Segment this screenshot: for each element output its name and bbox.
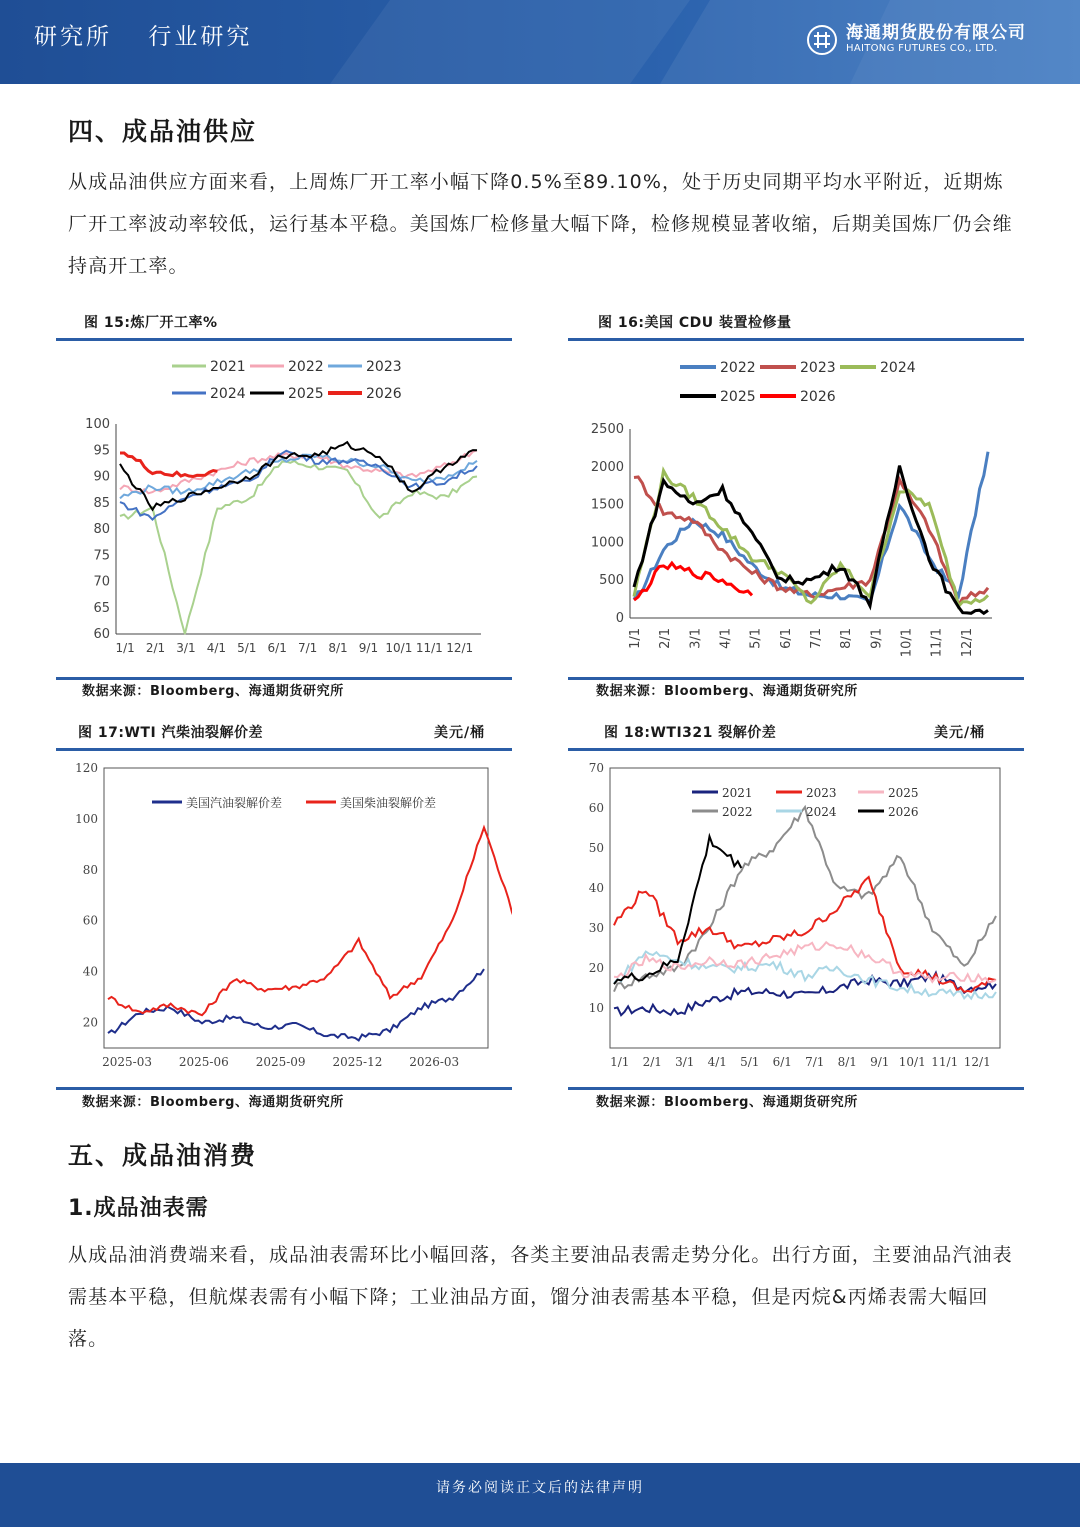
fig16-top-rule (568, 338, 1024, 341)
fig18-x-tick-8: 9/1 (870, 1055, 890, 1069)
fig16-x-tick-10: 11/1 (929, 628, 945, 658)
fig16-y-tick-500: 500 (599, 573, 624, 589)
fig15-y-tick-90: 90 (93, 469, 110, 485)
fig17-x-tick-3: 2025-12 (332, 1055, 383, 1069)
fig16-chart (568, 344, 1024, 676)
paragraph-consumption: 从成品油消费端来看，成品油表需环比小幅回落，各类主要油品表需走势分化。出行方面，主要油品汽油表需基本平稳，但航煤表需有小幅下降；工业油品方面，馏分油表需基本平稳，但是丙烷&丙烯表需大幅回落。 (68, 1244, 1013, 1350)
fig15-legend-label-2026: 2026 (366, 386, 402, 402)
company-logo (806, 24, 1026, 56)
fig18-y-tick-30: 30 (588, 921, 604, 935)
fig18-legend-label-2026: 2026 (888, 805, 919, 819)
fig17-y-tick-20: 20 (82, 1015, 98, 1030)
fig17-x-tick-2: 2025-09 (255, 1055, 306, 1069)
fig17-top-rule (56, 748, 512, 751)
logo-icon (806, 24, 838, 56)
fig17-y-tick-80: 80 (82, 862, 98, 877)
fig16-x-tick-0: 1/1 (628, 628, 644, 649)
fig15-y-tick-85: 85 (93, 495, 110, 511)
fig16-legend-label-2026: 2026 (800, 389, 836, 405)
fig18-x-tick-0: 1/1 (610, 1055, 630, 1069)
fig16-x-tick-3: 4/1 (718, 628, 734, 649)
fig16-x-tick-11: 12/1 (959, 628, 975, 658)
fig18-legend-label-2023: 2023 (806, 786, 837, 800)
fig15-y-tick-65: 65 (93, 600, 110, 616)
fig18-x-tick-6: 7/1 (805, 1055, 825, 1069)
page-footer (0, 1463, 1080, 1527)
subsection-title-demand: 1.成品油表需 (68, 1196, 209, 1221)
fig15-title: 图 15:炼厂开工率% (84, 315, 218, 331)
fig15-y-tick-100: 100 (85, 417, 110, 432)
fig18-legend-label-2022: 2022 (722, 805, 753, 819)
fig15-y-tick-95: 95 (93, 443, 110, 459)
fig16-legend-label-2024: 2024 (880, 360, 916, 376)
fig17-y-tick-40: 40 (82, 964, 98, 979)
fig17-legend-label-美国柴油裂解价差: 美国柴油裂解价差 (340, 796, 437, 810)
fig15-x-tick-1: 2/1 (145, 641, 166, 655)
fig18-x-tick-4: 5/1 (740, 1055, 760, 1069)
fig18-source: 数据来源：Bloomberg、海通期货研究所 (596, 1095, 858, 1110)
fig18-top-rule (568, 748, 1024, 751)
fig17-chart (56, 754, 512, 1086)
fig18-x-tick-11: 12/1 (963, 1055, 991, 1069)
fig18-y-tick-50: 50 (588, 841, 604, 855)
fig18-unit: 美元/桶 (934, 725, 986, 741)
fig15-legend-label-2022: 2022 (288, 359, 324, 375)
fig17-unit: 美元/桶 (434, 725, 486, 741)
fig16-source: 数据来源：Bloomberg、海通期货研究所 (596, 684, 858, 699)
fig17-y-tick-60: 60 (82, 913, 98, 928)
header-label-institute: 研究所 (34, 24, 112, 50)
section-title-supply: 四、成品油供应 (68, 117, 258, 146)
fig18-legend-label-2025: 2025 (888, 786, 919, 800)
fig18-x-tick-10: 11/1 (931, 1055, 959, 1069)
fig18-x-tick-3: 4/1 (707, 1055, 727, 1069)
header-breadcrumb (34, 18, 278, 51)
logo-name-cn: 海通期货股份有限公司 (846, 23, 1026, 43)
fig15-series-2021 (120, 461, 477, 634)
fig16-title: 图 16:美国 CDU 装置检修量 (598, 315, 792, 331)
fig16-x-tick-9: 10/1 (899, 628, 915, 658)
fig17-y-tick-120: 120 (75, 761, 98, 775)
fig18-x-tick-1: 2/1 (642, 1055, 662, 1069)
fig17-series-美国柴油裂解价差 (108, 828, 512, 1016)
fig16-legend-label-2025: 2025 (720, 389, 756, 405)
fig17-x-tick-4: 2026-03 (409, 1055, 460, 1069)
fig15-series-2026 (120, 453, 217, 477)
fig18-y-tick-20: 20 (588, 961, 604, 975)
fig17-legend-label-美国汽油裂解价差: 美国汽油裂解价差 (186, 796, 283, 810)
fig18-x-tick-5: 6/1 (772, 1055, 792, 1069)
fig15-x-tick-11: 12/1 (446, 641, 474, 655)
fig17-source: 数据来源：Bloomberg、海通期货研究所 (82, 1095, 344, 1110)
fig15-top-rule (56, 338, 512, 341)
fig18-x-tick-2: 3/1 (675, 1055, 695, 1069)
fig15-legend-label-2021: 2021 (210, 359, 246, 375)
fig16-x-tick-2: 3/1 (688, 628, 704, 649)
fig16-x-tick-4: 5/1 (748, 628, 764, 649)
page-header (0, 0, 1080, 84)
fig18-bottom-rule (568, 1087, 1024, 1090)
fig16-y-tick-1000: 1000 (590, 535, 624, 551)
fig15-x-tick-9: 10/1 (385, 641, 413, 655)
fig18-series-2022 (614, 807, 996, 992)
fig18-legend-label-2024: 2024 (806, 805, 837, 819)
section-title-consumption: 五、成品油消费 (68, 1141, 258, 1170)
fig15-source: 数据来源：Bloomberg、海通期货研究所 (82, 684, 344, 699)
fig15-legend-label-2023: 2023 (366, 359, 402, 375)
fig15-y-tick-70: 70 (93, 574, 110, 590)
fig16-y-tick-2000: 2000 (590, 459, 624, 475)
fig15-x-tick-0: 1/1 (115, 641, 135, 655)
fig18-series-2025 (614, 942, 996, 982)
fig15-y-tick-80: 80 (93, 522, 110, 537)
fig18-y-tick-40: 40 (588, 881, 604, 895)
fig16-x-tick-1: 2/1 (658, 628, 674, 649)
fig16-x-tick-6: 7/1 (809, 628, 825, 649)
fig18-chart (568, 754, 1024, 1086)
fig15-y-tick-60: 60 (93, 627, 110, 642)
fig15-legend-label-2025: 2025 (288, 386, 324, 402)
fig16-x-tick-7: 8/1 (839, 628, 855, 649)
fig18-y-tick-70: 70 (588, 761, 604, 775)
fig15-y-tick-75: 75 (93, 548, 110, 564)
fig16-legend-label-2022: 2022 (720, 360, 756, 376)
fig15-chart (56, 344, 512, 676)
fig18-x-tick-9: 10/1 (898, 1055, 926, 1069)
fig16-x-tick-8: 9/1 (869, 628, 885, 649)
fig15-x-tick-10: 11/1 (415, 641, 443, 655)
header-label-industry: 行业研究 (148, 24, 253, 50)
fig15-x-tick-5: 6/1 (267, 641, 287, 655)
fig15-x-tick-2: 3/1 (176, 641, 196, 655)
logo-name-en: HAITONG FUTURES CO., LTD. (846, 43, 998, 54)
fig16-y-tick-2500: 2500 (590, 422, 624, 437)
paragraph-supply: 从成品油供应方面来看，上周炼厂开工率小幅下降0.5%至89.10%，处于历史同期平均水平附近，近期炼厂开工率波动率较低，运行基本平稳。美国炼厂检修量大幅下降，检修规模显著收缩，后期美国炼厂仍会维持高开工率。 (68, 171, 1013, 277)
footer-disclaimer: 请务必阅读正文后的法律声明 (436, 1480, 644, 1496)
fig15-x-tick-8: 9/1 (358, 641, 379, 655)
fig15-x-tick-3: 4/1 (206, 641, 227, 655)
fig17-title: 图 17:WTI 汽柴油裂解价差 (78, 725, 264, 741)
fig15-x-tick-4: 5/1 (237, 641, 257, 655)
fig15-x-tick-6: 7/1 (297, 641, 318, 655)
fig18-title: 图 18:WTI321 裂解价差 (604, 725, 777, 741)
fig16-y-tick-0: 0 (615, 611, 624, 626)
fig16-legend-label-2023: 2023 (800, 360, 836, 376)
fig17-y-tick-100: 100 (75, 811, 98, 826)
fig15-legend-label-2024: 2024 (210, 386, 246, 402)
fig16-x-tick-5: 6/1 (778, 628, 794, 649)
fig18-x-tick-7: 8/1 (837, 1055, 857, 1069)
fig18-y-tick-10: 10 (588, 1001, 604, 1015)
fig17-x-tick-1: 2025-06 (178, 1055, 229, 1069)
fig15-x-tick-7: 8/1 (328, 641, 348, 655)
fig16-y-tick-1500: 1500 (590, 497, 624, 513)
fig18-legend-label-2021: 2021 (722, 786, 753, 800)
fig18-y-tick-60: 60 (588, 801, 604, 815)
fig17-bottom-rule (56, 1087, 512, 1090)
fig17-x-tick-0: 2025-03 (102, 1055, 152, 1069)
